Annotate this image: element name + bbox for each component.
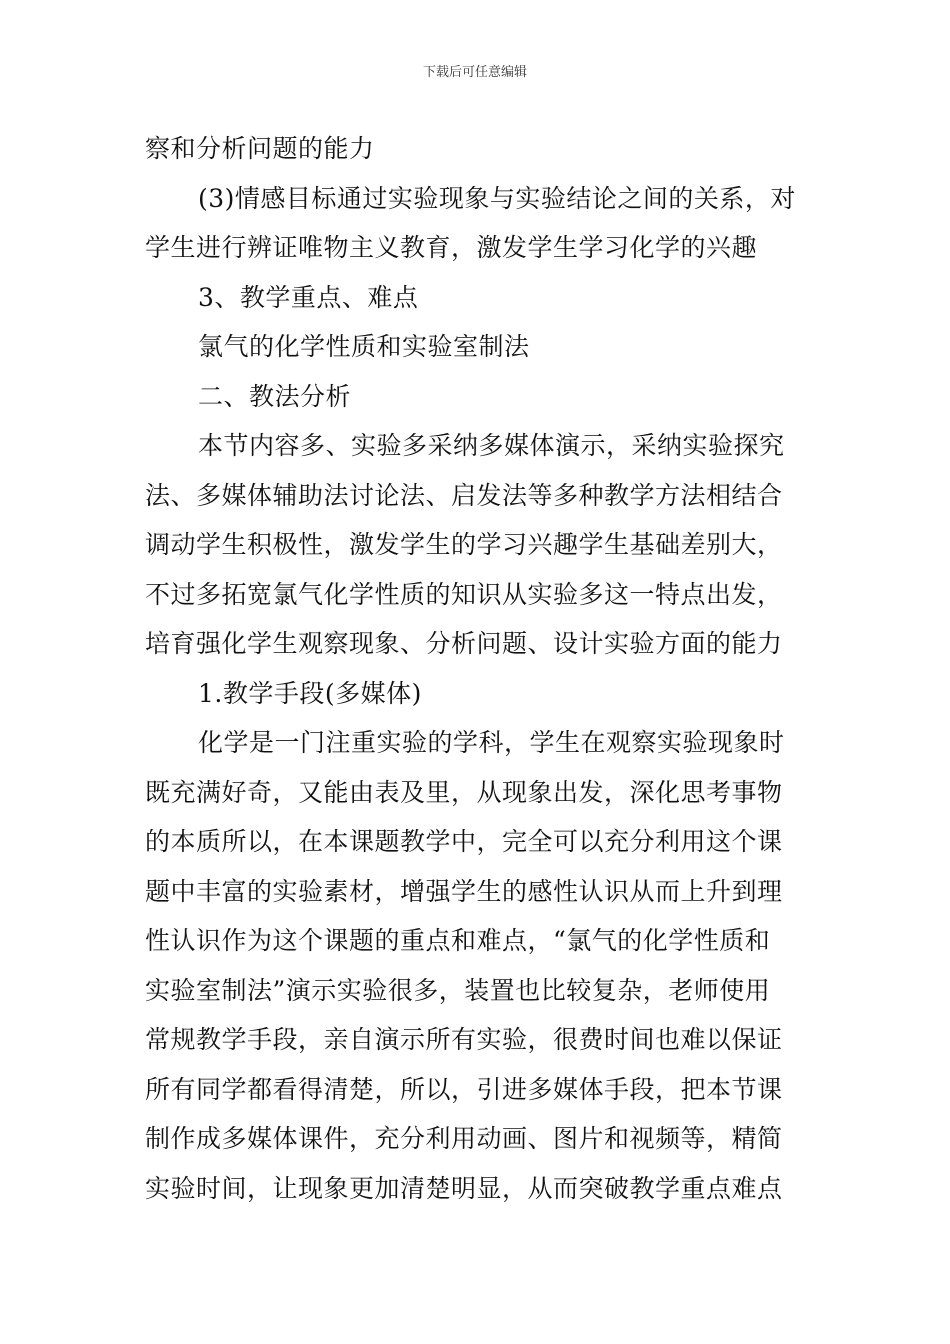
text-line: 制作成多媒体课件，充分利用动画、图片和视频等，精简 <box>145 1124 783 1153</box>
section-heading: 1.教学手段(多媒体) <box>198 678 422 708</box>
section-heading: 二、教法分析 <box>198 381 352 411</box>
text-line: 常规教学手段，亲自演示所有实验，很费时间也难以保证 <box>145 1025 783 1054</box>
text-line: 既充满好奇，又能由表及里，从现象出发，深化思考事物 <box>145 777 783 807</box>
text-line: 学生进行辨证唯物主义教育，激发学生学习化学的兴趣 <box>145 233 758 262</box>
text-line: 题中丰富的实验素材，增强学生的感性认识从而上升到理 <box>145 876 783 906</box>
text-line: 性认识作为这个课题的重点和难点，“氯气的化学性质和 <box>145 926 771 955</box>
text-line: 实验时间，让现象更加清楚明显，从而突破教学重点难点 <box>145 1173 783 1203</box>
document-body <box>145 124 810 1213</box>
text-line: 本节内容多、实验多采纳多媒体演示，采纳实验探究 <box>198 431 785 460</box>
text-line: 氯气的化学性质和实验室制法 <box>198 332 530 361</box>
text-line: 实验室制法”演示实验很多，装置也比较复杂，老师使用 <box>145 975 771 1005</box>
text-line: 调动学生积极性，激发学生的学习兴趣学生基础差别大， <box>145 530 783 559</box>
section-heading: 3、教学重点、难点 <box>198 282 419 312</box>
text-line: 法、多媒体辅助法讨论法、启发法等多种教学方法相结合 <box>145 480 783 510</box>
text-line: 不过多拓宽氯气化学性质的知识从实验多这一特点出发， <box>145 579 783 609</box>
text-line: 的本质所以，在本课题教学中，完全可以充分利用这个课 <box>145 827 783 856</box>
page-header-note: 下载后可任意编辑 <box>422 65 527 80</box>
text-line: 所有同学都看得清楚，所以，引进多媒体手段，把本节课 <box>145 1074 783 1104</box>
text-line: 察和分析问题的能力 <box>145 134 375 163</box>
text-line: 培育强化学生观察现象、分析问题、设计实验方面的能力 <box>145 629 783 658</box>
text-line: 化学是一门注重实验的学科，学生在观察实验现象时 <box>198 728 785 757</box>
text-line: (3)情感目标通过实验现象与实验结论之间的关系，对 <box>198 183 796 213</box>
